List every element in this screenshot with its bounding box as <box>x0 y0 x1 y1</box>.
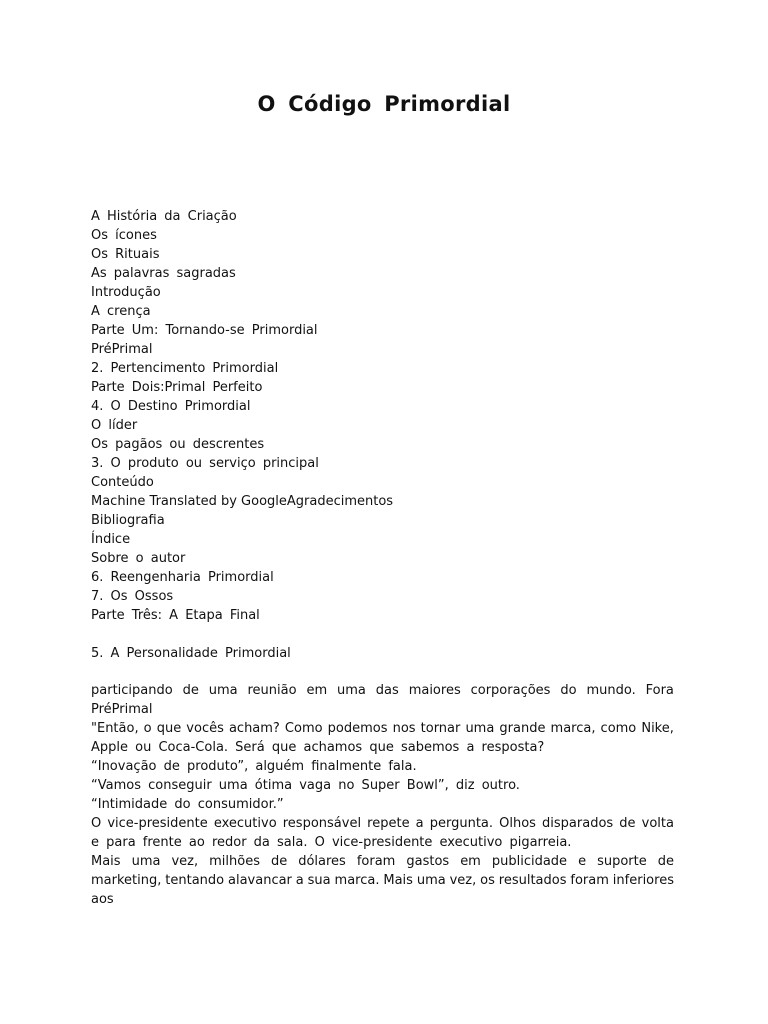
word: de <box>657 854 674 869</box>
paragraph-line: Apple ou Coca-Cola. Será que achamos que sabemos a resposta? <box>91 740 545 755</box>
word: volta <box>641 816 674 831</box>
paragraph-line <box>91 719 674 738</box>
toc-item: 7. Os Ossos <box>91 589 174 604</box>
word: inferiores <box>612 873 674 888</box>
toc-item: Parte Um: Tornando-se Primordial <box>91 323 318 338</box>
spacer <box>91 625 691 644</box>
word: vez, <box>449 873 477 888</box>
toc-item: Parte Dois:Primal Perfeito <box>91 380 263 395</box>
paragraph-line: “Inovação de produto”, alguém finalmente fala. <box>91 759 417 774</box>
word: tornar <box>420 721 461 736</box>
word: Olhos <box>499 816 536 831</box>
toc-item: Sobre o autor <box>91 551 186 566</box>
word: de <box>270 854 288 869</box>
word: dólares <box>298 854 346 869</box>
paragraph-line <box>91 852 674 871</box>
word: "Então, <box>91 721 139 736</box>
toc-item: Os pagãos ou descrentes <box>91 437 265 452</box>
word: marca, <box>550 721 596 736</box>
toc-item: 2. Pertencimento Primordial <box>91 361 279 376</box>
word: em <box>306 683 328 698</box>
word: de <box>182 683 199 698</box>
word: tentando <box>165 873 225 888</box>
toc-item: Bibliografia <box>91 513 165 528</box>
word: a <box>295 873 304 888</box>
word: foram <box>356 854 396 869</box>
word: marketing, <box>91 873 162 888</box>
paragraph-line: “Vamos conseguir uma ótima vaga no Super Bowl”, diz outro. <box>91 778 520 793</box>
word: resultados <box>498 873 567 888</box>
word: Mais <box>91 854 121 869</box>
word: das <box>375 683 399 698</box>
word: publicidade <box>491 854 568 869</box>
toc-item: Parte Três: A Etapa Final <box>91 608 260 623</box>
word: marca. <box>334 873 380 888</box>
word: Como <box>284 721 323 736</box>
toc-item: As palavras sagradas <box>91 266 236 281</box>
word: disparados <box>542 816 614 831</box>
word: suporte <box>597 854 647 869</box>
toc-item: 4. O Destino Primordial <box>91 399 251 414</box>
toc-item: A História da Criação <box>91 209 237 224</box>
toc-item: Conteúdo <box>91 475 154 490</box>
word: corporações <box>470 683 551 698</box>
word: uma <box>131 854 161 869</box>
toc-item: 6. Reengenharia Primordial <box>91 570 274 585</box>
word: uma <box>208 683 238 698</box>
word: participando <box>91 683 173 698</box>
table-of-contents <box>91 207 691 663</box>
toc-item: Os Rituais <box>91 247 160 262</box>
word: e <box>578 854 587 869</box>
word: Nike, <box>641 721 674 736</box>
word: em <box>460 854 481 869</box>
word: como <box>600 721 637 736</box>
word: mundo. <box>586 683 636 698</box>
word: acham? <box>228 721 280 736</box>
toc-item: 3. O produto ou serviço principal <box>91 456 319 471</box>
word: Fora <box>645 683 674 698</box>
toc-item: Índice <box>91 532 131 547</box>
word: uma <box>416 873 446 888</box>
word: os <box>480 873 495 888</box>
paragraph-line <box>91 814 674 833</box>
paragraph-line: e para frente ao redor da sala. O vice-presidente executivo pigarreia. <box>91 835 572 850</box>
word: milhões <box>209 854 260 869</box>
word: gastos <box>406 854 450 869</box>
paragraph-line <box>91 681 674 700</box>
paragraph-line: “Intimidade do consumidor.” <box>91 797 284 812</box>
word: o <box>143 721 152 736</box>
word: alavancar <box>228 873 292 888</box>
body-text <box>91 681 674 909</box>
word: Mais <box>383 873 413 888</box>
word: podemos <box>327 721 388 736</box>
word: vez, <box>171 854 199 869</box>
word: repete <box>367 816 410 831</box>
word: que <box>156 721 182 736</box>
toc-item: PréPrimal <box>91 342 153 357</box>
word: executivo <box>213 816 277 831</box>
word: pergunta. <box>429 816 494 831</box>
toc-item: O líder <box>91 418 138 433</box>
word: grande <box>499 721 546 736</box>
toc-item: Os ícones <box>91 228 157 243</box>
toc-item: Machine Translated by GoogleAgradecimentos <box>91 494 394 509</box>
word: sua <box>307 873 331 888</box>
document-title: O Código Primordial <box>257 92 511 116</box>
toc-item: Introdução <box>91 285 161 300</box>
paragraph-line: aos <box>91 892 114 907</box>
word: uma <box>465 721 495 736</box>
word: foram <box>570 873 609 888</box>
word: a <box>415 816 424 831</box>
word: vocês <box>186 721 224 736</box>
paragraph-line <box>91 871 674 890</box>
word: nos <box>392 721 416 736</box>
toc-item: A crença <box>91 304 151 319</box>
word: uma <box>337 683 366 698</box>
word: do <box>560 683 577 698</box>
word: responsável <box>282 816 362 831</box>
word: reunião <box>247 683 297 698</box>
paragraph-line: PréPrimal <box>91 702 153 717</box>
section-heading: 5. A Personalidade Primordial <box>91 646 291 661</box>
word: vice-presidente <box>107 816 208 831</box>
word: O <box>91 816 102 831</box>
word: maiores <box>408 683 461 698</box>
word: de <box>619 816 636 831</box>
